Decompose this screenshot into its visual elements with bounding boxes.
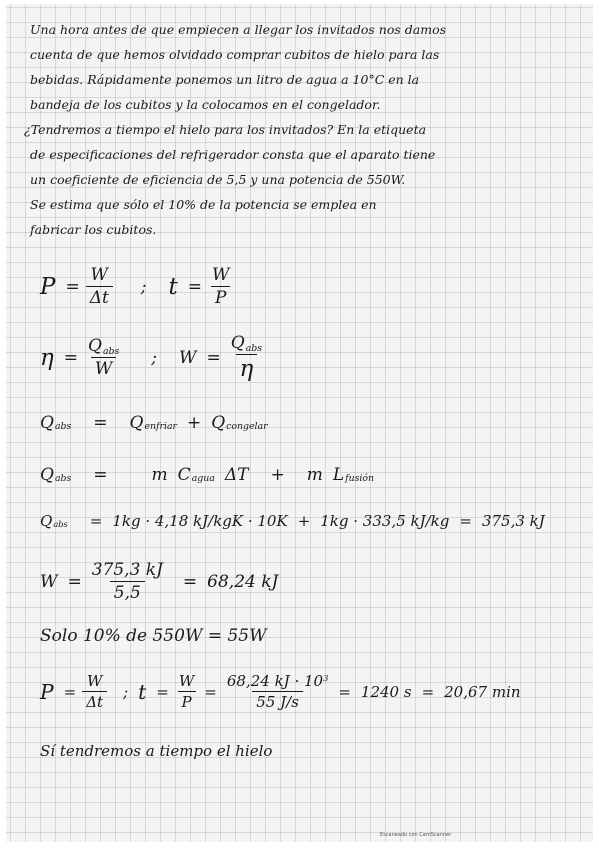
formula-power: P = $\frac{W}{\Delta t}$ ; t = $\frac{W}{P}$ bbox=[40, 265, 239, 308]
conclusion-line: Sí tendremos a tiempo el hielo bbox=[40, 742, 273, 760]
formula-heat-expanded: Q abs = m C agua ΔT + m L fusión bbox=[40, 465, 375, 485]
fraction: $\frac{\text{Qabs}}{W}$ bbox=[88, 336, 120, 379]
problem-line: fabricar los cubitos. bbox=[30, 222, 157, 237]
problem-line: Una hora antes de que empiecen a llegar los invitados nos damos bbox=[30, 22, 447, 37]
formula-efficiency: η = $\frac{\text{Qabs}}{W}$ ; W = $\frac{\text{Qabs}}{\eta}$ bbox=[40, 333, 272, 382]
problem-line: un coeficiente de eficiencia de 5,5 y una potencia de 550W. bbox=[30, 172, 406, 187]
problem-line: bandeja de los cubitos y la colocamos en el congelador. bbox=[30, 97, 381, 112]
problem-line: cuenta de que hemos olvidado comprar cubitos de hielo para las bbox=[30, 47, 440, 62]
fraction: $\frac{W}{\Delta t}$ bbox=[82, 672, 107, 711]
fraction: $\frac{375,3 kJ}{5,5}$ bbox=[91, 560, 163, 603]
formula-time: P = $\frac{W}{\Delta t}$ ; t = $\frac{W}{P}$ = $\frac{68,24 kJ \cdot 10^3}{55 J/s}$ = 1240 s = 20,67 min bbox=[40, 672, 521, 711]
scanner-footer: Escaneado con CamScanner bbox=[380, 832, 452, 838]
fraction: $\frac{W}{\Delta t}$ bbox=[86, 265, 113, 308]
problem-line: ¿Tendremos a tiempo el hielo para los invitados? En la etiqueta bbox=[24, 122, 427, 137]
fraction: $\frac{W}{P}$ bbox=[178, 672, 195, 711]
fraction: $\frac{W}{P}$ bbox=[212, 265, 230, 308]
problem-line: de especificaciones del refrigerador consta que el aparato tiene bbox=[30, 147, 436, 162]
fraction: $\frac{68,24 kJ \cdot 10^3}{55 J/s}$ bbox=[226, 672, 329, 711]
fraction: $\frac{\text{Qabs}}{\eta}$ bbox=[230, 333, 263, 382]
formula-heat-sum: Q abs = Q enfriar + Q congelar bbox=[40, 413, 268, 433]
formula-heat-numeric: Q abs = 1kg · 4,18 kJ/kgK · 10K + 1kg · 333,5 kJ/kg = 375,3 kJ bbox=[40, 512, 545, 530]
effective-power-line: Solo 10% de 550W = 55W bbox=[40, 626, 267, 646]
formula-work: W = $\frac{375,3 kJ}{5,5}$ = 68,24 kJ bbox=[40, 560, 279, 603]
problem-line: bebidas. Rápidamente ponemos un litro de agua a 10°C en la bbox=[30, 72, 420, 87]
problem-line: Se estima que sólo el 10% de la potencia se emplea en bbox=[30, 197, 377, 212]
